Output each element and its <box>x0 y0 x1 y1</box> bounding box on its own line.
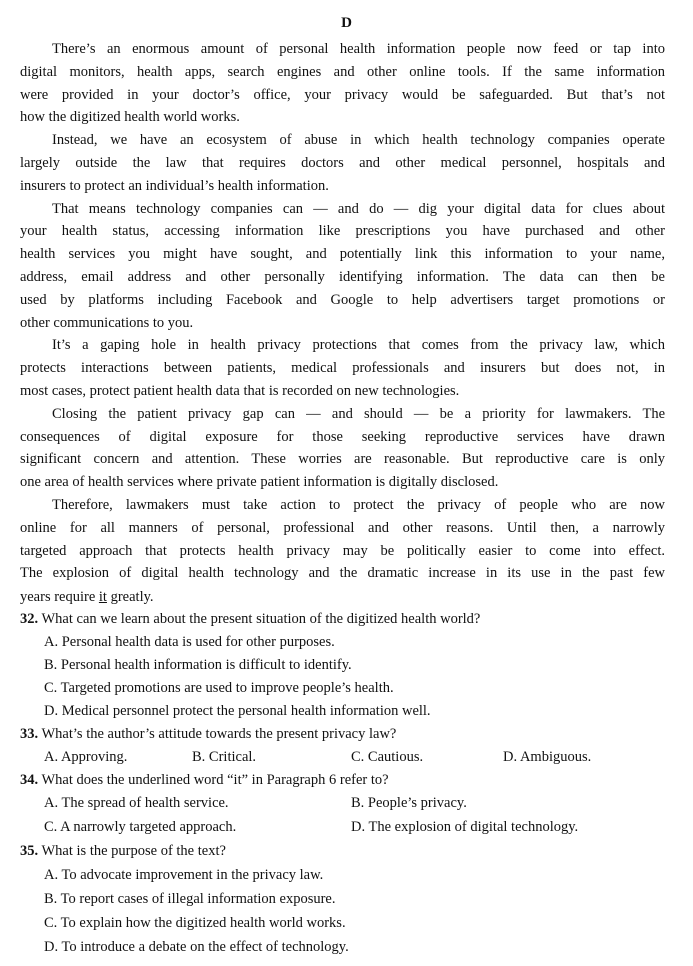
passage-line: your health status, accessing information like prescriptions you have purchased and other <box>20 223 665 239</box>
passage-line: most cases, protect patient health data that is recorded on new technologies. <box>20 383 460 399</box>
question-35-option-b[interactable]: B. To report cases of illegal information exposure. <box>44 891 336 907</box>
question-35-stem: 35. What is the purpose of the text? <box>20 843 226 859</box>
passage-line: Closing the patient privacy gap can — and should — be a priority for lawmakers. The <box>52 406 665 422</box>
passage-line: That means technology companies can — and do — dig your digital data for clues about <box>52 201 665 217</box>
passage-line: how the digitized health world works. <box>20 109 240 125</box>
passage-line: digital monitors, health apps, search engines and other online tools. If the same information <box>20 64 665 80</box>
passage-line: online for all manners of personal, professional and other reasons. Until then, a narrowly <box>20 520 665 536</box>
question-34-option-d[interactable]: D. The explosion of digital technology. <box>351 819 579 835</box>
question-32-option-a[interactable]: A. Personal health data is used for other purposes. <box>44 634 335 650</box>
passage-line: Instead, we have an ecosystem of abuse in which health technology companies operate <box>52 132 665 148</box>
underlined-word: it <box>98 589 107 605</box>
passage-line: other communications to you. <box>20 315 194 331</box>
passage-line: were provided in your doctor’s office, your privacy would be safeguarded. But that’s not <box>20 87 665 103</box>
passage-line: largely outside the law that requires doctors and other medical personnel, hospitals and <box>20 155 665 171</box>
question-32-option-d[interactable]: D. Medical personnel protect the personal health information well. <box>44 703 431 719</box>
passage-line: There’s an enormous amount of personal health information people now feed or tap into <box>52 41 665 57</box>
question-32-option-b[interactable]: B. Personal health information is difficult to identify. <box>44 657 352 673</box>
passage-line: address, email address and other personally identifying information. The data can then be <box>20 269 665 285</box>
question-35-option-a[interactable]: A. To advocate improvement in the privacy law. <box>44 867 324 883</box>
question-32-option-c[interactable]: C. Targeted promotions are used to improve people’s health. <box>44 680 394 696</box>
passage-line: consequences of digital exposure for those seeking reproductive services have drawn <box>20 429 665 445</box>
passage-line: protects interactions between patients, medical professionals and insurers but does not, in <box>20 360 665 376</box>
question-33-option-b[interactable]: B. Critical. <box>192 749 257 765</box>
passage-line: Therefore, lawmakers must take action to protect the privacy of people who are now <box>52 497 665 513</box>
passage-line: one area of health services where private patient information is digitally disclosed. <box>20 474 499 490</box>
question-34-option-b[interactable]: B. People’s privacy. <box>351 795 467 811</box>
question-33-option-d[interactable]: D. Ambiguous. <box>503 749 592 765</box>
section-title: D <box>341 15 352 31</box>
passage-line: targeted approach that protects health privacy may be politically easier to come into effect. <box>20 543 665 559</box>
question-33-stem: 33. What’s the author’s attitude towards the present privacy law? <box>20 726 397 742</box>
question-34-option-c[interactable]: C. A narrowly targeted approach. <box>44 819 237 835</box>
question-34-option-a[interactable]: A. The spread of health service. <box>44 795 229 811</box>
question-33-option-a[interactable]: A. Approving. <box>44 749 128 765</box>
question-35-option-d[interactable]: D. To introduce a debate on the effect of technology. <box>44 939 349 955</box>
passage-line: used by platforms including Facebook and Google to help advertisers target promotions or <box>20 292 665 308</box>
question-35-option-c[interactable]: C. To explain how the digitized health world works. <box>44 915 346 931</box>
question-34-stem: 34. What does the underlined word “it” in Paragraph 6 refer to? <box>20 772 389 788</box>
passage-line: It’s a gaping hole in health privacy protections that comes from the privacy law, which <box>52 337 665 353</box>
passage-line: The explosion of digital health technology and the dramatic increase in its use in the past few <box>20 565 665 581</box>
passage-line: years require it greatly. <box>20 589 154 605</box>
question-33-option-c[interactable]: C. Cautious. <box>351 749 424 765</box>
passage-line: health services you might have sought, and potentially link this information to your name, <box>20 246 665 262</box>
passage-line: significant concern and attention. These worries are reasonable. But reproductive care is only <box>20 451 665 467</box>
passage-line: insurers to protect an individual’s health information. <box>20 178 329 194</box>
question-32-stem: 32. What can we learn about the present situation of the digitized health world? <box>20 611 481 627</box>
